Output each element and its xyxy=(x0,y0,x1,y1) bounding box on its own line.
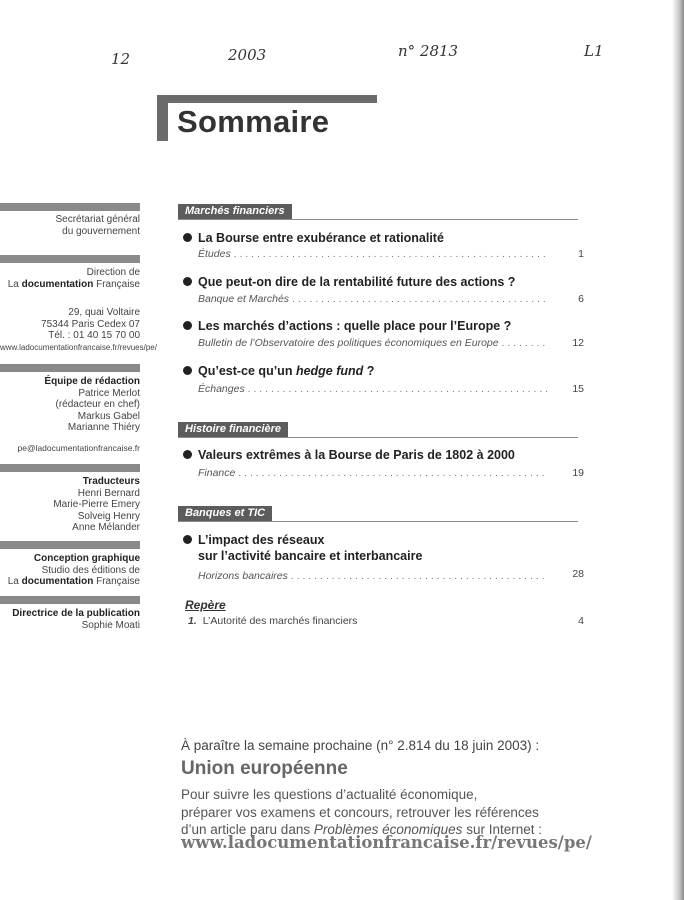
toc-item-page: 15 xyxy=(572,383,584,395)
section-label-histoire: Histoire financière xyxy=(178,422,288,437)
toc-item-page: 12 xyxy=(572,337,584,349)
section-rule xyxy=(178,219,578,220)
website-url-link[interactable]: www.ladocumentationfrancaise.fr/revues/pe/ xyxy=(181,833,592,852)
promo-text: Pour suivre les questions d’actualité économique, préparer vos examens et concours, retrouver les références d’un article paru dans Problèmes économiques sur Internet : xyxy=(181,787,542,837)
repere-page: 4 xyxy=(578,615,584,627)
section-label-banques: Banques et TIC xyxy=(178,506,272,521)
section-rule xyxy=(178,437,578,438)
left-divider xyxy=(0,255,140,263)
toc-item-source: Finance . . . xyxy=(198,467,548,479)
bullet-icon xyxy=(183,535,192,544)
toc-item-source: Bulletin de l’Observatoire des politiques économiques en Europe . . . xyxy=(198,337,548,349)
left-block-directrice: Directrice de la publication Sophie Moati xyxy=(12,608,140,631)
repere-item[interactable]: 1. L’Autorité des marchés financiers xyxy=(188,615,358,627)
left-divider xyxy=(0,364,140,372)
handwritten-year: 2003 xyxy=(228,46,267,64)
handwritten-corner: L1 xyxy=(584,42,604,60)
left-divider xyxy=(0,541,140,549)
toc-item-source: Échanges . . . xyxy=(198,383,548,395)
left-block-secretariat: Secrétariat général du gouvernement xyxy=(55,214,140,237)
handwritten-note: 12 xyxy=(111,50,131,68)
page-edge-shadow xyxy=(672,0,684,900)
bullet-icon xyxy=(183,277,192,286)
section-rule xyxy=(178,521,578,522)
next-issue-title: Union européenne xyxy=(181,758,348,779)
left-block-address: 29, quai Voltaire 75344 Paris Cedex 07 Tél. : 01 40 15 70 00 www.ladocumentationfrancaise.fr/revues/pe/ xyxy=(0,307,157,352)
toc-item-title[interactable]: Que peut-on dire de la rentabilité future des actions ? xyxy=(183,274,515,290)
page-title: Sommaire xyxy=(177,104,330,139)
bullet-icon xyxy=(183,321,192,330)
toc-item-title[interactable]: Les marchés d’actions : quelle place pour l’Europe ? xyxy=(183,318,511,334)
toc-item-source: Études . . . xyxy=(198,248,548,260)
left-block-direction: Direction de La documentation Française xyxy=(7,267,140,290)
left-divider xyxy=(0,464,140,472)
toc-item-source: Horizons bancaires . . . xyxy=(198,570,548,582)
left-divider xyxy=(0,203,140,211)
toc-item-page: 19 xyxy=(572,467,584,479)
section-label-marches: Marchés financiers xyxy=(178,204,292,219)
toc-item-source: Banque et Marchés . . . xyxy=(198,293,548,305)
toc-item-title[interactable]: L’impact des réseaux sur l’activité bancaire et interbancaire xyxy=(183,532,422,564)
left-block-conception: Conception graphique Studio des éditions de La documentation Française xyxy=(7,553,140,587)
left-block-traducteurs: Traducteurs Henri Bernard Marie-Pierre Emery Solveig Henry Anne Mélander xyxy=(53,476,140,533)
toc-item-title[interactable]: Qu’est-ce qu’un hedge fund ? xyxy=(183,363,374,379)
left-block-equipe: Équipe de rédaction Patrice Merlot (rédacteur en chef) Markus Gabel Marianne Thiéry xyxy=(44,376,140,433)
email-link[interactable]: pe@ladocumentationfrancaise.fr xyxy=(17,443,140,453)
repere-label: Repère xyxy=(185,598,226,612)
next-issue-announcement: À paraître la semaine prochaine (n° 2.814 du 18 juin 2003) : xyxy=(181,738,540,753)
toc-item-title[interactable]: La Bourse entre exubérance et rationalité xyxy=(183,230,444,246)
handwritten-issue: n° 2813 xyxy=(398,42,459,60)
bullet-icon xyxy=(183,233,192,242)
left-divider xyxy=(0,596,140,604)
toc-item-page: 28 xyxy=(572,568,584,580)
title-mark xyxy=(157,103,168,141)
bullet-icon xyxy=(183,450,192,459)
toc-item-title[interactable]: Valeurs extrêmes à la Bourse de Paris de 1802 à 2000 xyxy=(183,447,515,463)
website-link[interactable]: www.ladocumentationfrancaise.fr/revues/pe/ xyxy=(0,342,157,352)
bullet-icon xyxy=(183,366,192,375)
toc-item-page: 6 xyxy=(578,293,584,305)
toc-item-page: 1 xyxy=(578,248,584,260)
title-bar xyxy=(157,95,377,103)
